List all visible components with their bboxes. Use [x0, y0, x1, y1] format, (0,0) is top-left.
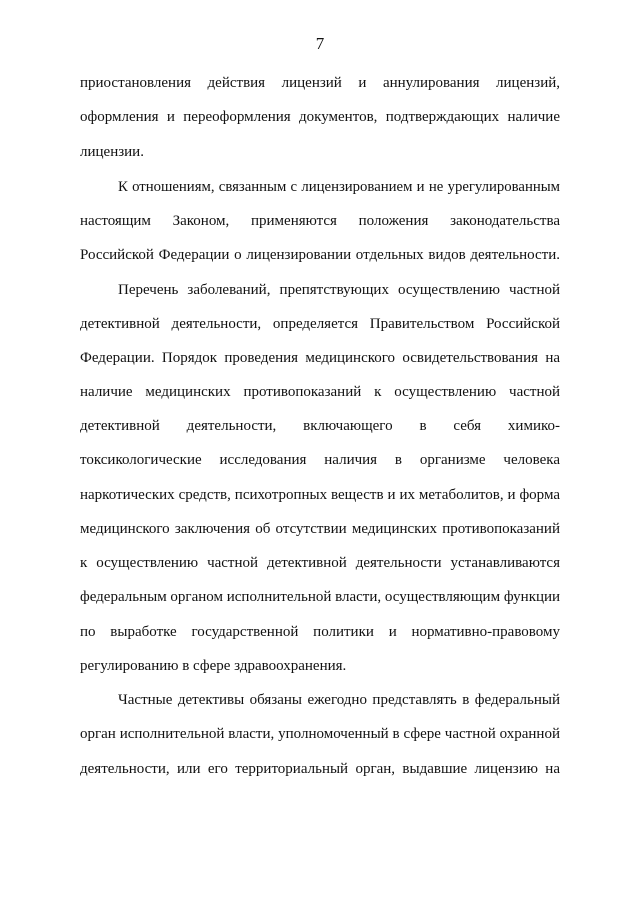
text-line: Российской Федерации о лицензировании отдельных видов деятельности.	[80, 247, 560, 263]
text-line: орган исполнительной власти, уполномоченный в сфере частной охранной	[80, 726, 560, 742]
text-line: Федерации. Порядок проведения медицинского освидетельствования на	[80, 350, 560, 366]
text-line: настоящим Законом, применяются положения законодательства	[80, 213, 560, 229]
text-line: медицинского заключения об отсутствии медицинских противопоказаний	[80, 521, 560, 537]
text-line: токсикологические исследования наличия в организме человека	[80, 452, 560, 468]
text-line: Частные детективы обязаны ежегодно представлять в федеральный	[118, 692, 560, 708]
page-number: 7	[315, 34, 325, 53]
text-line: к осуществлению частной детективной деятельности устанавливаются	[80, 555, 560, 571]
text-line: К отношениям, связанным с лицензированием и не урегулированным	[118, 179, 560, 195]
text-line: лицензии.	[80, 144, 144, 160]
text-line: приостановления действия лицензий и аннулирования лицензий,	[80, 75, 560, 91]
text-line: наличие медицинских противопоказаний к осуществлению частной	[80, 384, 560, 400]
text-line: федеральным органом исполнительной власти, осуществляющим функции	[80, 589, 561, 605]
text-line: деятельности, или его территориальный орган, выдавшие лицензию на	[80, 761, 560, 777]
text-line: по выработке государственной политики и нормативно-правовому	[80, 624, 560, 640]
text-line: наркотических средств, психотропных веществ и их метаболитов, и форма	[80, 487, 560, 503]
text-line: детективной деятельности, определяется Правительством Российской	[80, 316, 560, 332]
text-line: детективной деятельности, включающего в себя химико-	[80, 418, 560, 434]
text-line: Перечень заболеваний, препятствующих осуществлению частной	[118, 282, 560, 298]
text-line: регулированию в сфере здравоохранения.	[80, 658, 347, 674]
text-line: оформления и переоформления документов, подтверждающих наличие	[80, 109, 560, 125]
